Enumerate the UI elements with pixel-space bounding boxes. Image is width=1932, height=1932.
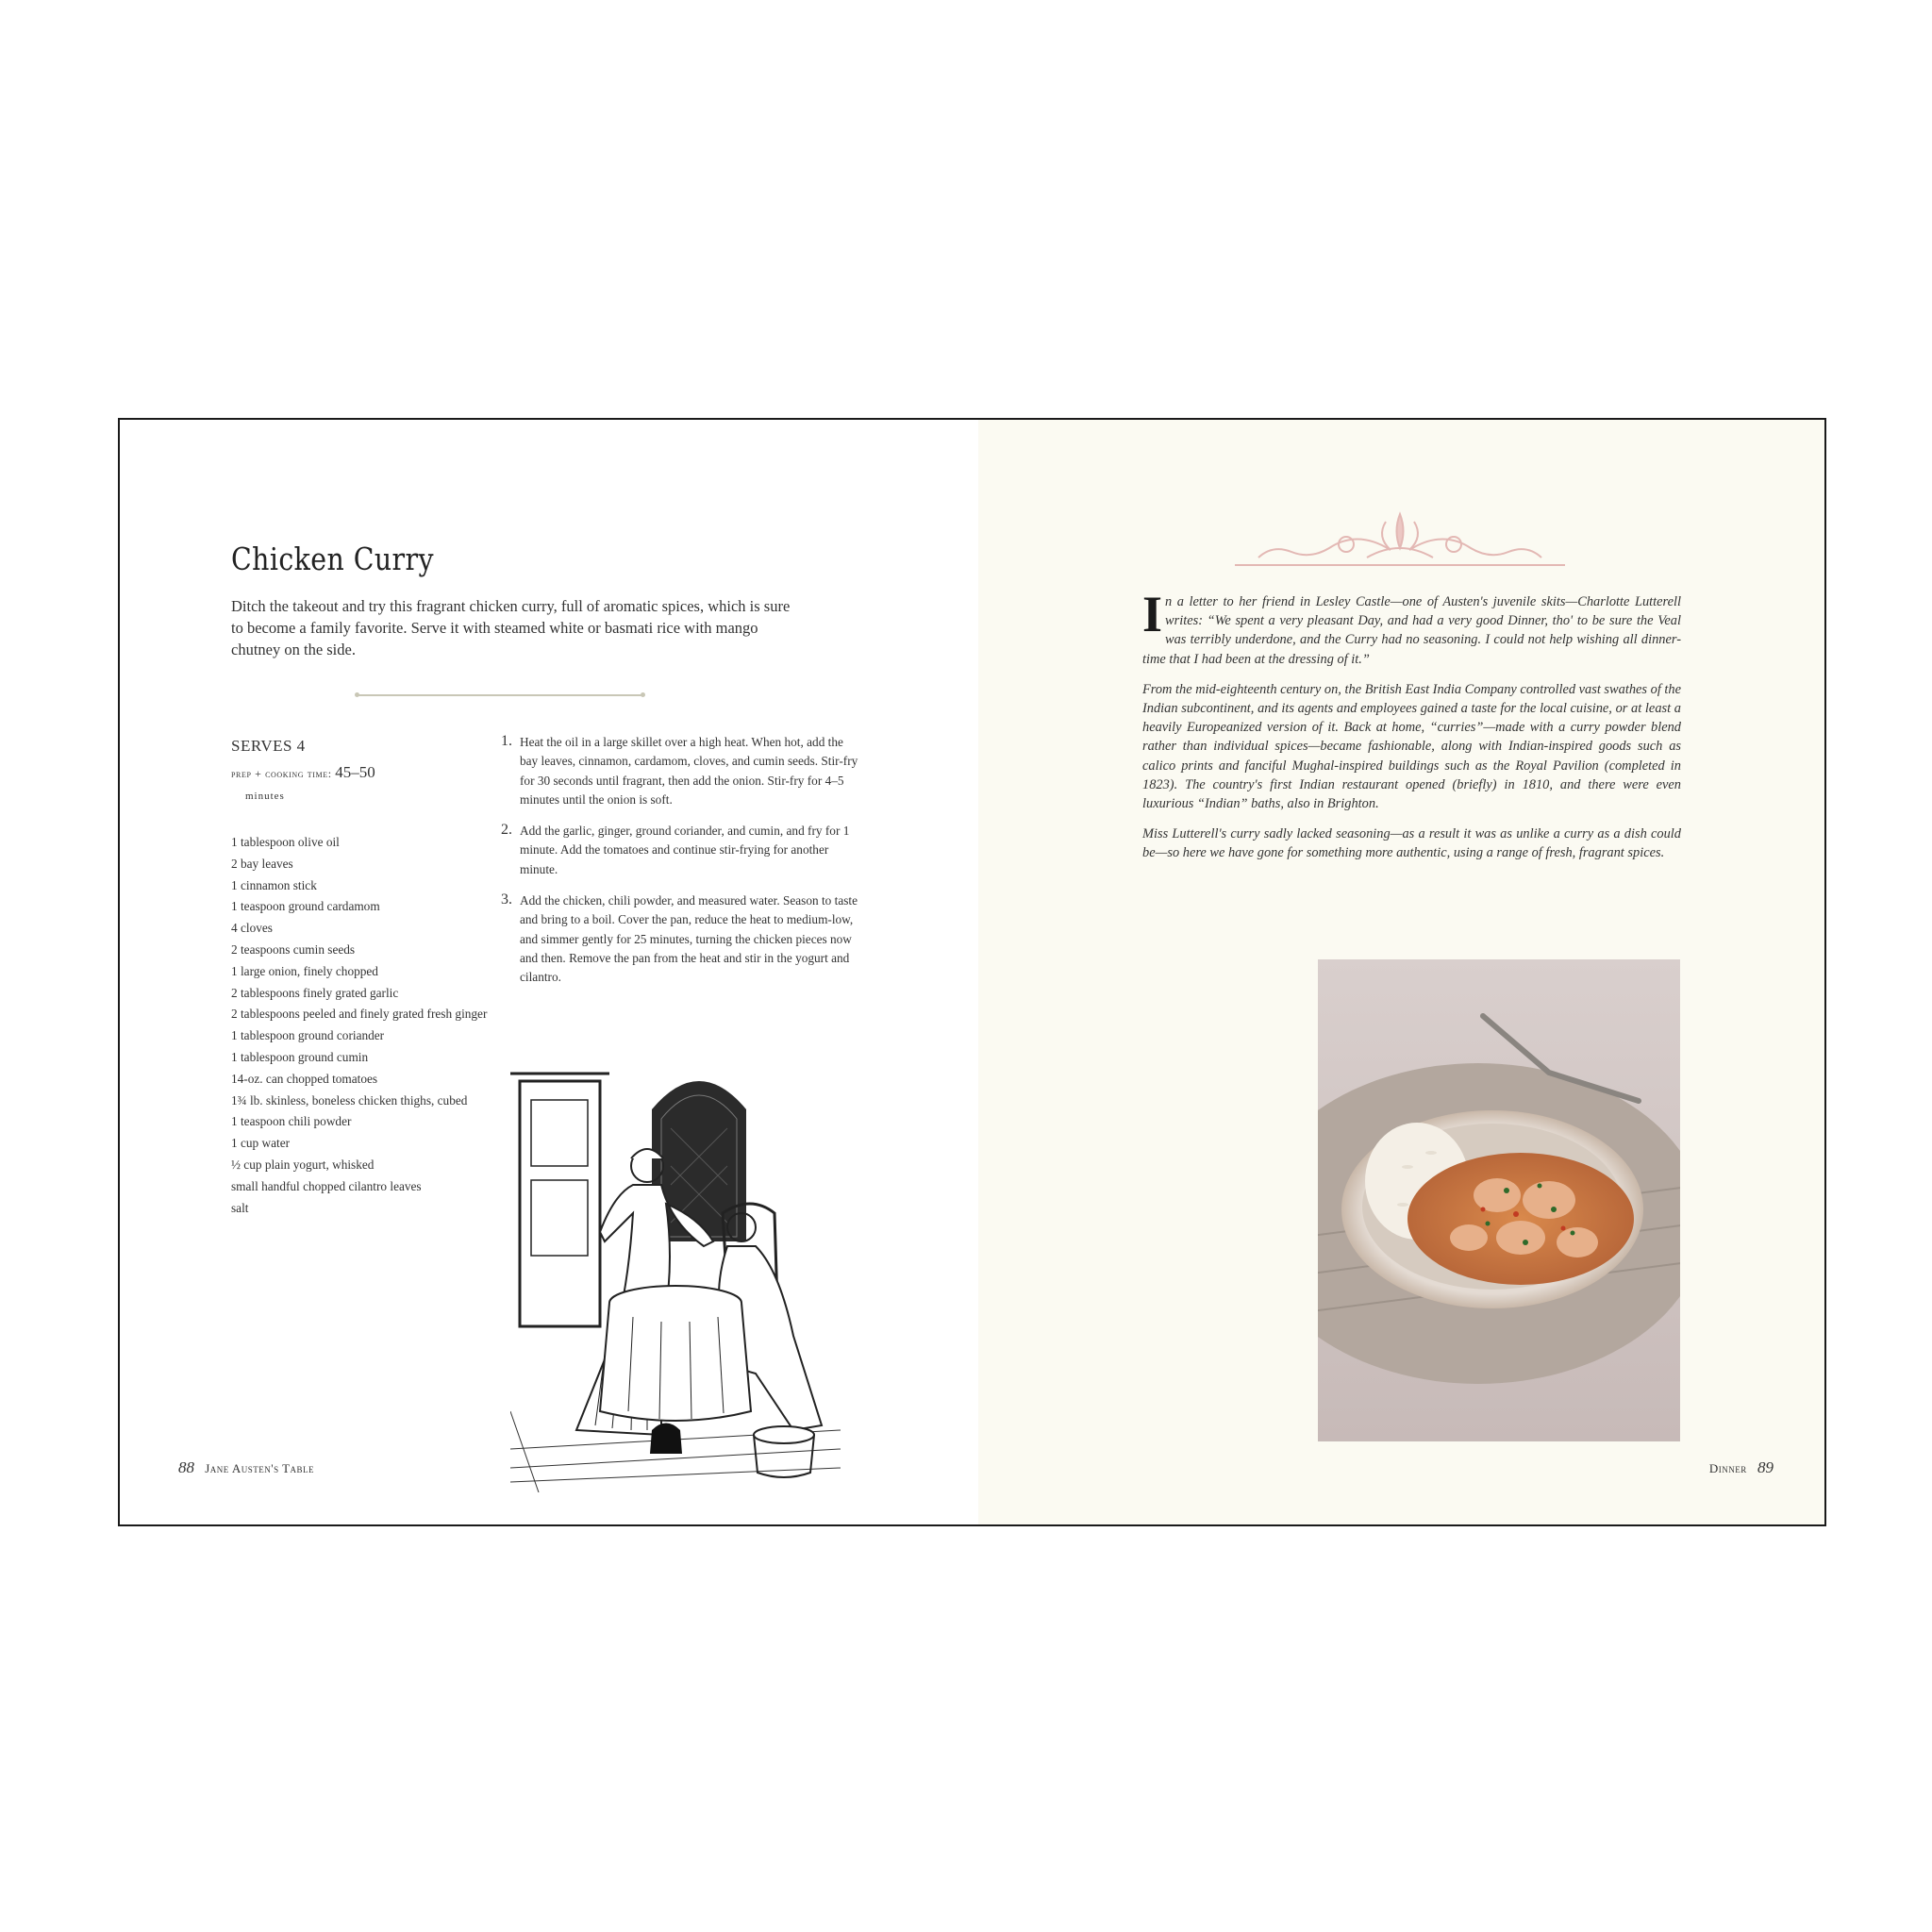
ingredient-item: 14-oz. can chopped tomatoes	[231, 1071, 378, 1086]
ingredient-item: ½ cup plain yogurt, whisked	[231, 1157, 375, 1172]
historical-note	[1142, 586, 1681, 874]
ingredient-item: 1 teaspoon chili powder	[231, 1114, 352, 1129]
prep-time	[231, 763, 375, 782]
step-text: Add the chicken, chili powder, and measured water. Season to taste and bring to a boil. Cover the pan, reduce the heat to medium-low, and simmer gently for 25 minutes, turning the chicken pieces now and then. Remove the pan from the heat and stir in the yogurt and cilantro.	[520, 893, 858, 985]
engraving-illustration	[510, 1053, 841, 1492]
ingredient-item: 2 tablespoons finely grated garlic	[231, 985, 399, 1000]
recipe-intro: Ditch the takeout and try this fragrant chicken curry, full of aromatic spices, which is sure to become a family favorite. Serve it with steamed white or basmati rice with mango chutney on the side.	[231, 597, 791, 658]
narrative-paragraph: Miss Lutterell's curry sadly lacked seasoning—as a result it was as unlike a curry as a dish could be—so here we have gone for something more authentic, using a range of fresh, fragrant spices.	[1142, 826, 1681, 861]
running-head: Jane Austen's Table	[205, 1461, 315, 1475]
ingredient-item: 1 tablespoon ground coriander	[231, 1028, 385, 1043]
method-step	[501, 822, 859, 879]
ingredient-item: 1¾ lb. skinless, boneless chicken thighs, cubed	[231, 1092, 468, 1108]
prep-time-label: prep + cooking time:	[231, 767, 332, 780]
left-page	[120, 420, 978, 1524]
chicken-curry-photo	[1318, 959, 1680, 1441]
ingredient-item: salt	[231, 1200, 249, 1215]
ingredient-item: 2 bay leaves	[231, 856, 293, 871]
running-head: Dinner	[1708, 1461, 1747, 1475]
ingredient-item: 1 large onion, finely chopped	[231, 963, 378, 978]
ingredient-item: 1 tablespoon ground cumin	[231, 1049, 369, 1064]
prep-time-unit: minutes	[245, 791, 285, 802]
ingredient-item: 1 cup water	[231, 1136, 291, 1151]
narrative-paragraph: In a letter to her friend in Lesley Castle—one of Austen's juvenile skits—Charlotte Lutterell writes: “We spent a very pleasant Day, and had a very good Dinner, tho' to be sure the Veal was terribly underdone, and the Curry had no seasoning. I could not help wishing all dinner-time that I had been at the dressing of it.”	[1142, 586, 1681, 667]
method-step	[501, 733, 859, 809]
book-spread	[118, 418, 1826, 1526]
method-steps	[501, 733, 859, 1000]
ingredient-item: 1 tablespoon olive oil	[231, 835, 340, 849]
page-number: 89	[1757, 1458, 1774, 1476]
serves-label: SERVES 4	[231, 737, 306, 755]
page-number: 88	[178, 1458, 194, 1476]
right-footer	[1709, 1458, 1774, 1477]
recipe-title: Chicken Curry	[231, 541, 435, 577]
ingredient-item: 1 teaspoon ground cardamom	[231, 899, 380, 914]
ingredient-item: small handful chopped cilantro leaves	[231, 1178, 422, 1193]
method-step	[501, 891, 859, 987]
ingredient-list	[231, 832, 505, 1219]
step-text: Add the garlic, ginger, ground coriander, and cumin, and fry for 1 minute. Add the tomatoes and continue stir-frying for another minute.	[520, 824, 850, 876]
ingredient-item: 1 cinnamon stick	[231, 877, 317, 892]
step-number: 3.	[501, 891, 512, 908]
ingredient-item: 2 teaspoons cumin seeds	[231, 941, 356, 957]
ingredient-item: 2 tablespoons peeled and finely grated fresh ginger	[231, 1007, 488, 1022]
left-footer	[178, 1458, 314, 1477]
ingredient-item: 4 cloves	[231, 921, 273, 936]
step-number: 1.	[501, 733, 512, 749]
decorative-ornament	[1235, 510, 1565, 571]
divider-rule	[358, 694, 641, 696]
prep-time-value: 45–50	[335, 763, 375, 781]
right-page	[978, 420, 1826, 1524]
step-number: 2.	[501, 822, 512, 839]
drop-cap: I	[1142, 586, 1163, 642]
narrative-paragraph: From the mid-eighteenth century on, the British East India Company controlled vast swathes of the Indian subcontinent, and its agents and employees gained a taste for the local cuisine, or at least a heavily Europeanized version of it. Back at home, “curries”—made with a curry powder blend rather than individual spices—became fashionable, along with Indian-inspired goods such as calico prints and fanciful Mughal-inspired buildings such as the Royal Pavilion (completed in 1823). The country's first Indian restaurant opened (briefly) in 1810, and there were even luxurious “Indian” baths, also in Brighton.	[1142, 681, 1681, 812]
step-text: Heat the oil in a large skillet over a high heat. When hot, add the bay leaves, cinnamon, cardamom, cloves, and cumin seeds. Stir-fry for 30 seconds until fragrant, then add the onion. Stir-fry for 4–5 minutes until the onion is soft.	[520, 735, 858, 807]
